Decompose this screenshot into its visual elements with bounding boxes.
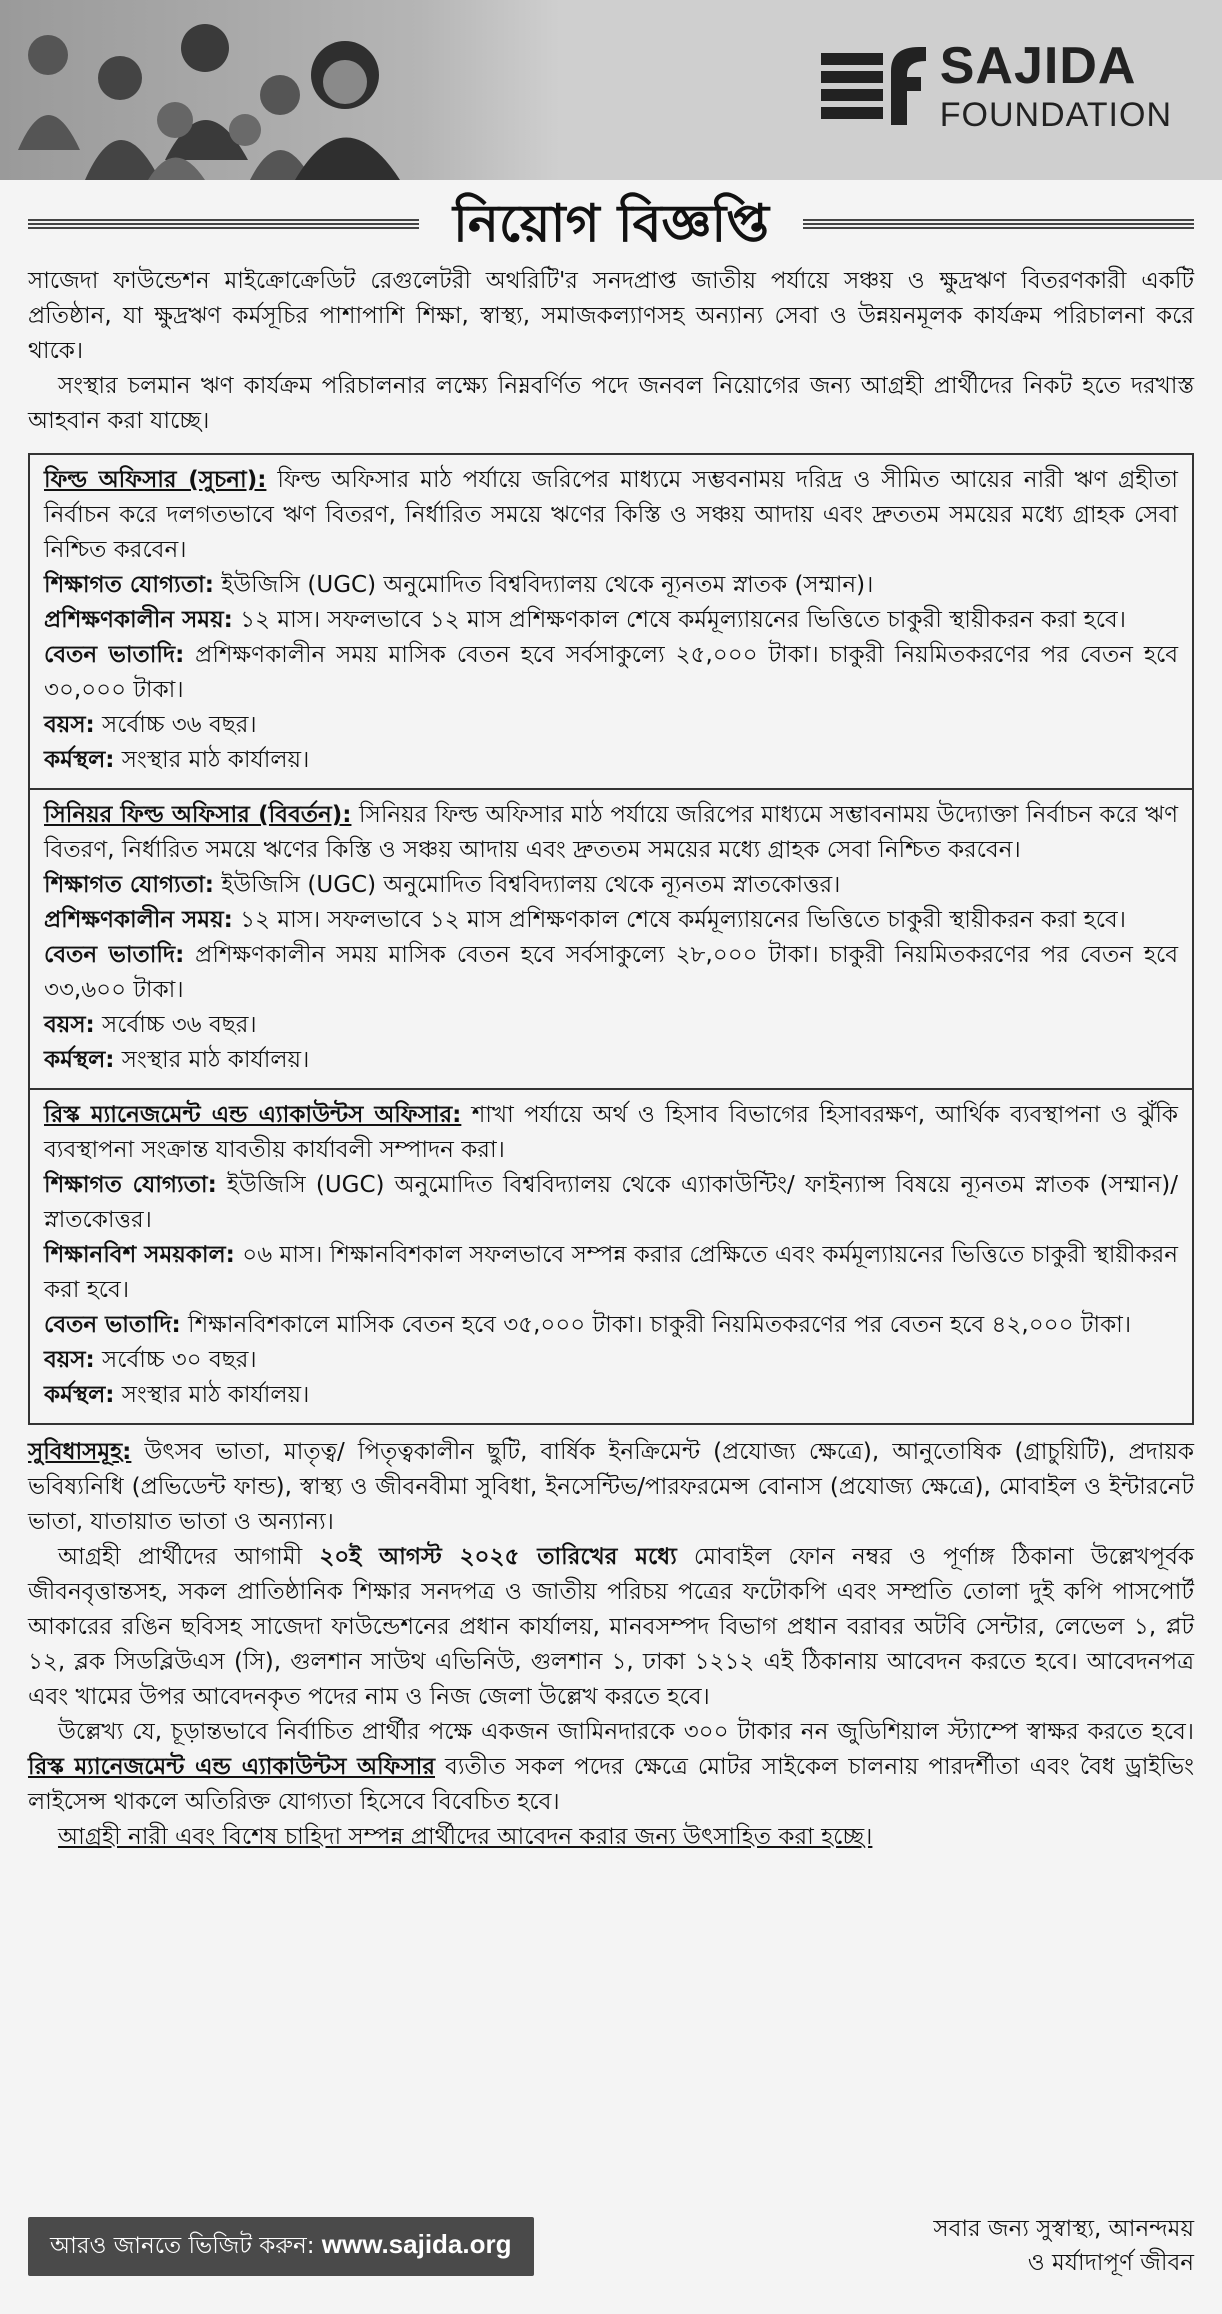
row-label: কর্মস্থল: [44,1382,115,1408]
positions-box [28,453,1194,1425]
row-value: ১২ মাস। সফলভাবে ১২ মাস প্রশিক্ষণকাল শেষে কর্মমূল্যায়নের ভিত্তিতে চাকুরী স্থায়ীকরন করা হবে। [232,907,1126,933]
position-title: সিনিয়র ফিল্ড অফিসার (বিবর্তন): [44,802,352,828]
benefits-label: সুবিধাসমূহ: [28,1439,132,1465]
row-value: ইউজিসি (UGC) অনুমোদিত বিশ্ববিদ্যালয় থেকে এ্যাকাউন্টিং/ ফাইন্যান্স বিষয়ে ন্যূনতম স্নাতক (সম্মান)/স্নাতকোত্তর। [44,1172,1178,1233]
title-rule-right [803,219,1194,229]
note-text: উল্লেখ্য যে, চূড়ান্তভাবে নির্বাচিত প্রার্থীর পক্ষে একজন জামিনদারকে ৩০০ টাকার নন জুডিশিয়াল স্ট্যাম্পে স্বাক্ষর করতে হবে। [58,1719,1194,1745]
intro-text [28,264,1194,439]
row-value: সর্বোচ্চ ৩৬ বছর। [94,712,257,738]
row-label: শিক্ষাগত যোগ্যতা: [44,572,214,598]
tagline [933,2212,1194,2280]
sajida-logo-mark-icon [821,47,926,125]
women-photo-collage [0,0,560,180]
tagline-line: সবার জন্য সুস্বাস্থ্য, আনন্দময় [933,2216,1194,2242]
row-label: বেতন ভাতাদি: [44,1312,181,1338]
tagline-line: ও মর্যাদাপূর্ণ জীবন [1027,2250,1194,2276]
page-title: নিয়োগ বিজ্ঞপ্তি [453,194,769,254]
org-subtitle: FOUNDATION [939,96,1172,134]
application-paragraph [28,1540,1194,1715]
header-banner [0,0,1222,180]
row-value: সংস্থার মাঠ কার্যালয়। [114,1047,310,1073]
row-label: বয়স: [44,1347,95,1373]
org-name: SAJIDA [939,37,1137,95]
note-paragraph [28,1715,1194,1820]
row-label: কর্মস্থল: [44,747,115,773]
intro-paragraph: সাজেদা ফাউন্ডেশন মাইক্রোক্রেডিট রেগুলেটরী অথরিটি'র সনদপ্রাপ্ত জাতীয় পর্যায়ে সঞ্চয় ও ক্ষুদ্রঋণ বিতরণকারী একটি প্রতিষ্ঠান, যা ক্ষুদ্রঋণ কর্মসূচির পাশাপাশি শিক্ষা, স্বাস্থ্য, সমাজকল্যাণসহ অন্যান্য সেবা ও উন্নয়নমূলক কার্যক্রম পরিচালনা করে থাকে। [28,268,1194,364]
sajida-logo [821,37,1172,134]
application-deadline: ২০ই আগস্ট ২০২৫ তারিখের মধ্যে [319,1544,677,1570]
website-link[interactable]: www.sajida.org [321,2228,512,2259]
row-value: ০৬ মাস। শিক্ষানবিশকাল সফলভাবে সম্পন্ন করার প্রেক্ষিতে এবং কর্মমূল্যায়নের ভিত্তিতে চাকুরী স্থায়ীকরন করা হবে। [44,1242,1178,1303]
visit-banner [28,2217,534,2276]
visit-label: আরও জানতে ভিজিট করুন: [50,2232,322,2259]
row-label: প্রশিক্ষণকালীন সময়: [44,907,233,933]
row-value: সর্বোচ্চ ৩০ বছর। [94,1347,257,1373]
row-value: প্রশিক্ষণকালীন সময় মাসিক বেতন হবে সর্বসাকুল্যে ২৫,০০০ টাকা। চাকুরী নিয়মিতকরণের পর বেতন হবে ৩০,০০০ টাকা। [44,642,1178,703]
position-title: রিস্ক ম্যানেজমেন্ট এন্ড এ্যাকাউন্টস অফিসার: [44,1102,462,1128]
intro-paragraph: সংস্থার চলমান ঋণ কার্যক্রম পরিচালনার লক্ষ্যে নিম্নবর্ণিত পদে জনবল নিয়োগের জন্য আগ্রহী প্রার্থীদের নিকট হতে দরখাস্ত আহবান করা যাচ্ছে। [28,373,1194,434]
note-highlight: রিস্ক ম্যানেজমেন্ট এন্ড এ্যাকাউন্টস অফিসার [28,1754,435,1780]
application-text: আগ্রহী প্রার্থীদের আগামী [58,1544,320,1570]
row-value: ইউজিসি (UGC) অনুমোদিত বিশ্ববিদ্যালয় থেকে ন্যূনতম স্নাতকোত্তর। [213,872,841,898]
application-text: মোবাইল ফোন নম্বর ও পূর্ণাঙ্গ ঠিকানা উল্লেখপূর্বক জীবনবৃত্তান্তসহ, সকল প্রাতিষ্ঠানিক শিক্ষার সনদপত্র ও জাতীয় পরিচয় পত্রের ফটোকপি এবং সম্প্রতি তোলা দুই কপি পাসপোর্ট আকারের রঙিন ছবিসহ সাজেদা ফাউন্ডেশনের প্রধান কার্যালয়, মানবসম্পদ বিভাগ প্রধান বরাবর অটবি সেন্টার, লেভেল ১, প্লট ১২, ব্লক সিডব্লিউএস (সি), গুলশান সাউথ এভিনিউ, গুলশান ১, ঢাকা ১২১২ এই ঠিকানায় আবেদন করতে হবে। আবেদনপত্র এবং খামের উপর আবেদনকৃত পদের নাম ও নিজ জেলা উল্লেখ করতে হবে। [28,1544,1194,1710]
benefits-paragraph [28,1435,1194,1540]
row-label: বয়স: [44,712,95,738]
row-value: সর্বোচ্চ ৩৬ বছর। [94,1012,257,1038]
row-value: ১২ মাস। সফলভাবে ১২ মাস প্রশিক্ষণকাল শেষে কর্মমূল্যায়নের ভিত্তিতে চাকুরী স্থায়ীকরন করা হবে। [232,607,1126,633]
row-label: বয়স: [44,1012,95,1038]
row-label: প্রশিক্ষণকালীন সময়: [44,607,233,633]
position-risk-accounts-officer [30,1088,1192,1423]
row-value: শিক্ষানবিশকালে মাসিক বেতন হবে ৩৫,০০০ টাকা। চাকুরী নিয়মিতকরণের পর বেতন হবে ৪২,০০০ টাকা। [180,1312,1132,1338]
position-description: সিনিয়র ফিল্ড অফিসার মাঠ পর্যায়ে জরিপের মাধ্যমে সম্ভাবনাময় উদ্যোক্তা নির্বাচন করে ঋণ বিতরণ, নির্ধারিত সময়ে ঋণের কিস্তি ও সঞ্চয় আদায় এবং দ্রুততম সময়ের মধ্যে গ্রাহক সেবা নিশ্চিত করবেন। [44,802,1178,863]
row-label: বেতন ভাতাদি: [44,942,185,968]
row-label: বেতন ভাতাদি: [44,642,185,668]
footer [28,2212,1194,2280]
position-description: শাখা পর্যায়ে অর্থ ও হিসাব বিভাগের হিসাবরক্ষণ, আর্থিক ব্যবস্থাপনা ও ঝুঁকি ব্যবস্থাপনা সংক্রান্ত যাবতীয় কার্যাবলী সম্পাদন করা। [44,1102,1178,1163]
encouragement-text: আগ্রহী নারী এবং বিশেষ চাহিদা সম্পন্ন প্রার্থীদের আবেদন করার জন্য উৎসাহিত করা হচ্ছে। [58,1824,873,1850]
note-text: ব্যতীত সকল পদের ক্ষেত্রে মোটর সাইকেল চালনায় পারদর্শীতা এবং বৈধ ড্রাইভিং লাইসেন্স থাকলে অতিরিক্ত যোগ্যতা হিসেবে বিবেচিত হবে। [28,1754,1194,1815]
position-description: ফিল্ড অফিসার মাঠ পর্যায়ে জরিপের মাধ্যমে সম্ভবনাময় দরিদ্র ও সীমিত আয়ের নারী ঋণ গ্রহীতা নির্বাচন করে দলগতভাবে ঋণ বিতরণ, নির্ধারিত সময়ে ঋণের কিস্তি ও সঞ্চয় আদায় এবং দ্রুততম সময়ের মধ্যে গ্রাহক সেবা নিশ্চিত করবেন। [44,467,1178,563]
row-value: সংস্থার মাঠ কার্যালয়। [114,1382,310,1408]
position-title: ফিল্ড অফিসার (সুচনা): [44,467,267,493]
row-label: শিক্ষাগত যোগ্যতা: [44,1172,217,1198]
row-label: শিক্ষানবিশ সময়কাল: [44,1242,235,1268]
row-label: শিক্ষাগত যোগ্যতা: [44,872,214,898]
row-label: কর্মস্থল: [44,1047,115,1073]
benefits-value: উৎসব ভাতা, মাতৃত্ব/ পিতৃত্বকালীন ছুটি, বার্ষিক ইনক্রিমেন্ট (প্রযোজ্য ক্ষেত্রে), আনুতোষিক (গ্রাচুয়িটি), প্রদায়ক ভবিষ্যনিধি (প্রভিডেন্ট ফান্ড), স্বাস্থ্য ও জীবনবীমা সুবিধা, ইনসেন্টিভ/পারফরমেন্স বোনাস (প্রযোজ্য ক্ষেত্রে), মোবাইল ও ইন্টারনেট ভাতা, যাতায়াত ভাতা ও অন্যান্য। [28,1439,1194,1535]
row-value: সংস্থার মাঠ কার্যালয়। [114,747,310,773]
position-senior-field-officer [30,788,1192,1088]
row-value: ইউজিসি (UGC) অনুমোদিত বিশ্ববিদ্যালয় থেকে ন্যূনতম স্নাতক (সম্মান)। [213,572,874,598]
title-rule-left [28,219,419,229]
row-value: প্রশিক্ষণকালীন সময় মাসিক বেতন হবে সর্বসাকুল্যে ২৮,০০০ টাকা। চাকুরী নিয়মিতকরণের পর বেতন হবে ৩৩,৬০০ টাকা। [44,942,1178,1003]
title-row [28,194,1194,254]
encouragement-paragraph [28,1820,1194,1855]
benefits-and-application [28,1435,1194,1855]
position-field-officer [30,455,1192,788]
